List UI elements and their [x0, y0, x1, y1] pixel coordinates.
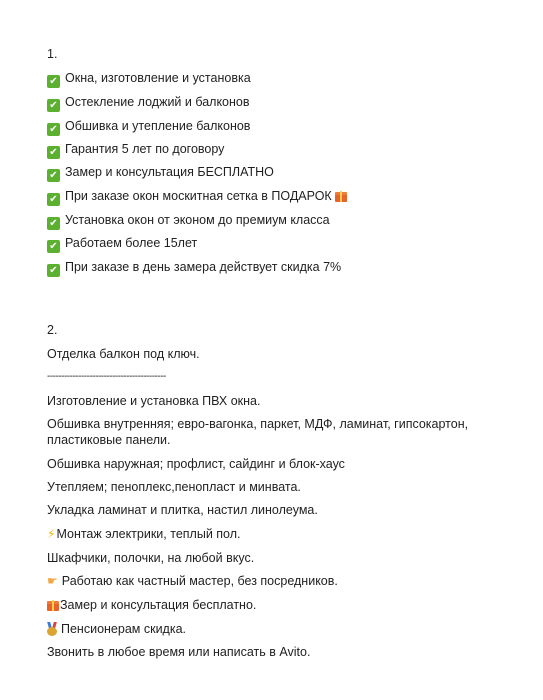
- list-item: [47, 70, 251, 88]
- list-item-label: Остекление лоджий и балконов: [65, 95, 250, 109]
- text-line: [47, 526, 240, 542]
- check-mark-icon: ✔: [47, 146, 60, 159]
- check-mark-icon: ✔: [47, 123, 60, 136]
- text-line-label: Замер и консультация бесплатно.: [60, 598, 257, 612]
- section-2-number: 2.: [47, 323, 58, 337]
- list-item: [47, 141, 224, 159]
- gift-icon: [47, 599, 59, 611]
- check-mark-icon: ✔: [47, 264, 60, 277]
- list-item-label: Работаем более 15лет: [65, 236, 198, 250]
- text-line: [47, 621, 186, 637]
- gift-icon: [335, 190, 347, 202]
- medal-icon: [47, 622, 57, 636]
- text-line: Обшивка внутренняя; евро-вагонка, паркет, МДФ, ламинат, гипсокартон, пластиковые панели.: [47, 417, 469, 447]
- text-line: Обшивка наружная; профлист, сайдинг и блок-хаус: [47, 457, 345, 471]
- check-mark-icon: ✔: [47, 240, 60, 253]
- list-item-label: Гарантия 5 лет по договору: [65, 142, 225, 156]
- list-item-label: Установка окон от эконом до премиум класса: [65, 213, 330, 227]
- text-line: [47, 573, 338, 589]
- text-line: Утепляем; пеноплекс,пенопласт и минвата.: [47, 480, 301, 494]
- check-mark-icon: ✔: [47, 75, 60, 88]
- section-2-heading: Отделка балкон под ключ.: [47, 347, 200, 361]
- section-1-number: 1.: [47, 47, 58, 61]
- text-line-label: Работаю как частный мастер, без посредников.: [61, 574, 338, 588]
- list-item: [47, 94, 250, 112]
- text-line: Укладка ламинат и плитка, настил линолеума.: [47, 503, 318, 517]
- list-item-label: Замер и консультация БЕСПЛАТНО: [65, 165, 274, 179]
- list-item-label: Обшивка и утепление балконов: [65, 119, 251, 133]
- list-item-label: При заказе в день замера действует скидка 7%: [65, 260, 342, 274]
- list-item-label: При заказе окон москитная сетка в ПОДАРОК: [65, 189, 332, 203]
- check-mark-icon: ✔: [47, 169, 60, 182]
- list-item: [47, 212, 330, 230]
- list-item-label: Окна, изготовление и установка: [65, 71, 251, 85]
- list-item: [47, 188, 347, 206]
- check-mark-icon: ✔: [47, 99, 60, 112]
- pointing-hand-icon: ☛: [47, 574, 58, 588]
- list-item: [47, 235, 197, 253]
- check-mark-icon: ✔: [47, 217, 60, 230]
- text-line: [47, 597, 256, 613]
- divider: ------------------------------------------: [47, 371, 166, 382]
- lightning-icon: ⚡: [47, 527, 56, 541]
- text-line: Изготовление и установка ПВХ окна.: [47, 394, 261, 408]
- text-line-label: Монтаж электрики, теплый пол.: [56, 527, 241, 541]
- check-mark-icon: ✔: [47, 193, 60, 206]
- text-line-label: Пенсионерам скидка.: [61, 622, 187, 636]
- text-line: Звонить в любое время или написать в Avito.: [47, 645, 311, 659]
- list-item: [47, 259, 341, 277]
- list-item: [47, 164, 274, 182]
- list-item: [47, 118, 250, 136]
- text-line: Шкафчики, полочки, на любой вкус.: [47, 551, 255, 565]
